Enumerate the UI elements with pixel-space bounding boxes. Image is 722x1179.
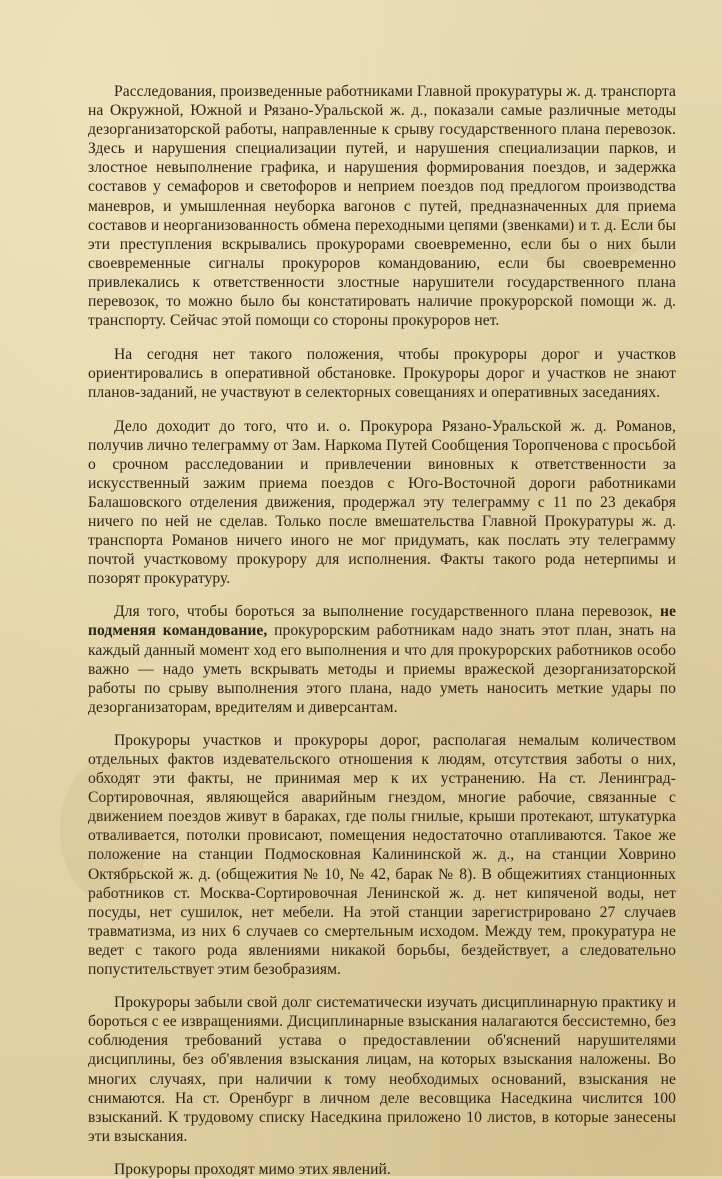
paragraph-plan-struggle-start: Для того, чтобы бороться за выполнение государственного плана перевозок, (114, 603, 660, 621)
paragraph-romanov-case: Дело доходит до того, что и. о. Прокурора Рязано-Уральской ж. д. Романов, получив лично телеграмму от Зам. Наркома Путей Сообщения Торопченова с просьбой о срочном расследовании и привлечении виновных к ответственности за искусственный зажим приема поездов с Юго-Восточной дороги работниками Балашовского отделения движения, продержал эту телеграмму с 11 по 23 декабря ничего по ней не сделав. Только после вмешательства Главной Прокуратуры ж. д. транспорта Романов ничего иного не мог придумать, как послать эту телеграмму почтой участковому прокурору для исполнения. Факты такого рода нетерпимы и позорят прокуратуру. (88, 417, 676, 588)
paragraph-living-conditions: Прокуроры участков и прокуроры дорог, располагая немалым количеством отдельных фактов издевательского отношения к людям, отсутствия заботы о них, обходят эти факты, не принимая мер к их устранению. На ст. Ленинград-Сортировочная, являющейся аварийным гнездом, многие рабочие, связанные с движением поездов живут в бараках, где полы гнилые, крыши протекают, штукатурка отваливается, потолки провисают, помещения недостаточно отапливаются. Такое же положение на станции Подмосковная Калининской ж. д., на станции Ховрино Октябрьской ж. д. (общежития № 10, № 42, барак № 8). В общежитиях станционных работников ст. Москва-Сортировочная Ленинской ж. д. нет кипяченой воды, нет посуды, нет сушилок, нет мебели. На этой станции зарегистрировано 27 случаев травматизма, из них 6 случаев со смертельным исходом. Между тем, прокуратура не ведет с такого рода явлениями никакой борьбы, бездействует, а следовательно попустительствует этим безобразиям. (88, 731, 676, 979)
paragraph-plan-struggle (88, 602, 676, 717)
paragraph-disciplinary-practice: Прокуроры забыли свой долг систематически изучать дисциплинарную практику и бороться с ее извращениями. Дисциплинарные взыскания налагаются бессистемно, без соблюдения требований устава о предоставлении об'яснений нарушителями дисциплины, без об'явления взыскания лицам, на которых взыскания наложены. Во многих случаях, при наличии к тому необходимых оснований, взыскания не снимаются. На ст. Оренбург в личном деле весовщика Наседкина числится 100 взысканий. К трудовому списку Наседкина приложено 10 листов, в которые занесены эти взыскания. (88, 994, 676, 1145)
paragraph-investigations: Расследования, произведенные работниками Главной прокуратуры ж. д. транспорта на Окружной, Южной и Рязано-Уральской ж. д., показали самые различные методы дезорганизаторской работы, направленные к срыву государственного плана перевозок. Здесь и нарушения специализации путей, и нарушения специализации парков, и злостное невыполнение графика, и нарушения формирования поездов, и задержка составов у семафоров и светофоров и неприем поездов под предлогом производства маневров, и умышленная неуборка вагонов с путей, предназначенных для приема составов и неорганизованность обмена переходными цепями (звенками) и т. д. Если бы эти преступления вскрывались прокурорами своевременно, если бы о них были своевременные сигналы прокуроров командованию, если бы своевременно привлекались к ответственности злостные нарушители государственного плана перевозок, то можно было бы констатировать наличие прокурорской помощи ж. д. транспорту. Сейчас этой помощи со стороны прокуроров нет. (88, 83, 676, 330)
paragraph-closing-remark: Прокуроры проходят мимо этих явлений. (114, 1160, 391, 1178)
paragraph-no-orientation: На сегодня нет такого положения, чтобы прокуроры дорог и участков ориентировались в оперативной обстановке. Прокуроры дорог и участков не знают планов-заданий, не участвуют в селекторных совещаниях и оперативных заседаниях. (88, 346, 676, 402)
emphasis-not-replacing-command: не подменяя командование, (88, 603, 676, 640)
paragraph-plan-struggle-end: прокурорским работникам надо знать этот план, знать на каждый данный момент ход его выполнения и что для прокурорских работников особо важно — надо уметь вскрывать методы и приемы вражеской дезорганизаторской работы по срыву выполнения этого плана, надо уметь наносить меткие удары по дезорганизаторам, вредителям и диверсантам. (88, 622, 677, 716)
